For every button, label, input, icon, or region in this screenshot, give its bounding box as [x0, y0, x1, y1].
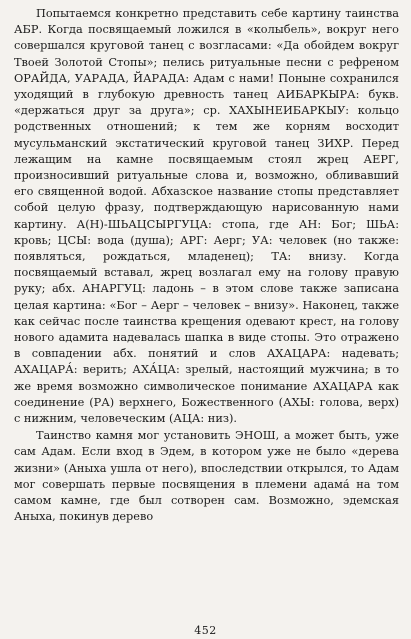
- paragraph-2: Таинство камня мог установить ЭНОШ, а может быть, уже сам Адам. Если вход в Эдем, в котором уже не было «дерева жизни» (Аныха ушла от него), впоследствии открылся, то Адам мог совершать первые посвящения в племени адама́ на том самом камне, где был сотворен сам. Возможно, эдемская Аныха, покинув дерево: [14, 429, 399, 524]
- page-number: 452: [194, 624, 217, 637]
- paragraph-1: Попытаемся конкретно представить себе картину таинства АБР. Когда посвящаемый ложился в «колыбель», вокруг него совершался круговой танец с возгласами: «Да обойдем вокруг Твоей Золотой Стопы»; пелись ритуальные песни с рефреном ОРАЙДА, УАРАДА, ЙАРАДА: Адам с нами! Поныне сохранился уходящий в глубокую древность танец АИБАРКЫРА: букв. «держаться друг за друга»; ср. ХАХЫНЕИБАРКЫУ: кольцо родственных отношений; к тем же корням восходит мусульманский экстатический круговой танец ЗИХР. Перед лежащим на камне посвящаемым стоял жрец АЕРГ, произносивший ритуальные слова и, возможно, обливавший его священной водой. Абхазское название стопы представляет собой целую фразу, подтверждающую нарисованную нами картину. А(Н)-ШЬАЦСЫРГУЦА: стопа, где АН: Бог; ШЬА: кровь; ЦСЫ: вода (душа); АРГ: Аерг; УА: человек (но также: появляться, рождаться, младенец); ТА: внизу. Когда посвящаемый вставал, жрец возлагал ему на голову правую руку; абх. АНАРГУЦ: ладонь – в этом слове также записана целая картина: «Бог – Аерг – человек – внизу». Наконец, также как сейчас после таинства крещения одевают крест, на голову нового адамита надевалась шапка в виде стопы. Это отражено в совпадении абх. понятий и слов АХАЦАРА: надевать; АХАЦАРА́: верить; АХА́ЦА: зрелый, настоящий мужчина; в то же время возможно символическое понимание АХАЦАРА как соединение (РА) верхнего, Божественного (АХЫ: голова, верх) с нижним, человеческим (АЦА: низ).: [14, 7, 399, 426]
